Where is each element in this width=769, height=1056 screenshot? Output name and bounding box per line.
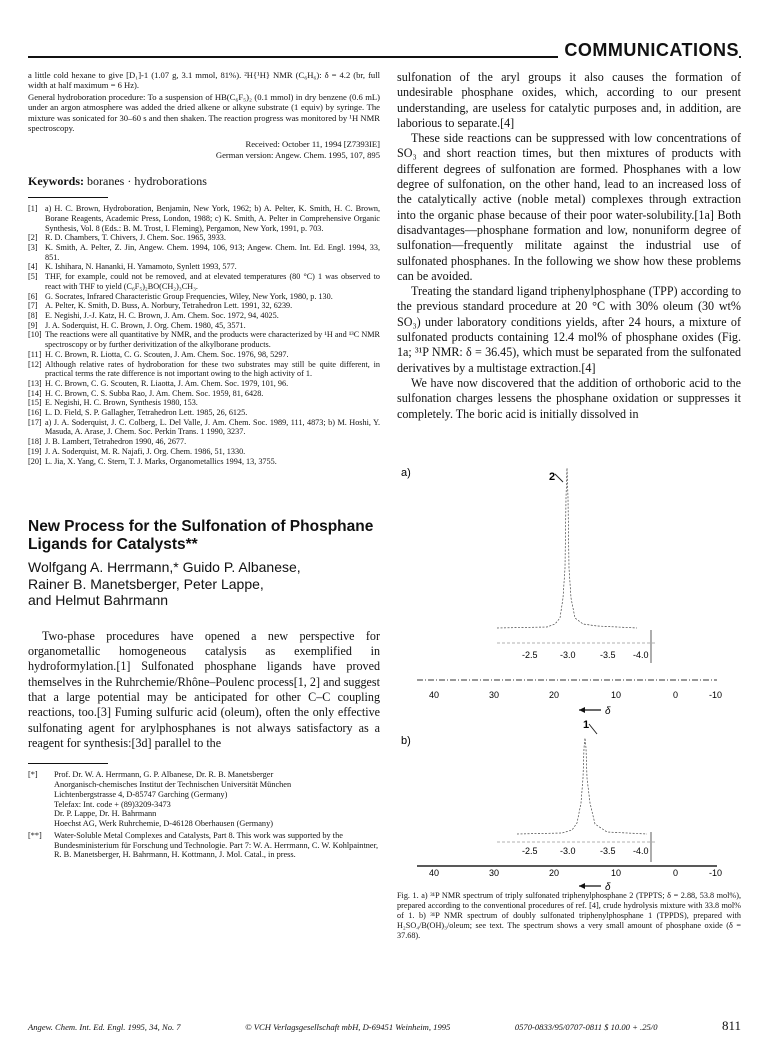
right-paragraph-1: sulfonation of the aryl groups it also causes the formation of undesirable phosphane oxides, which, according to our present understanding, are useless for catalytic purposes and, in addition, are laborious to separate.[4] — [397, 70, 741, 130]
left-column — [28, 70, 380, 860]
page-footer — [28, 1018, 741, 1034]
keywords-list: boranes · hydroborations — [87, 174, 207, 189]
reference-item — [28, 262, 380, 272]
panel-a-inset-tick: -2.5 — [522, 650, 538, 660]
right-paragraph-3: Treating the standard ligand triphenylphosphane (TPP) according to the previous standard procedure at 20 °C with 30% oleum (30 wt% SO₃) under laboratory conditions yields, after 24 hours, a mixture of sulfonated products containing 12.4 mol% of phosphane oxides (Fig. 1a; ³¹P NMR: δ = 36.45), which must be separated from the sulfonated derivatives by a multistage extraction.[4] — [397, 284, 741, 375]
footnote-line: Dr. P. Lappe, Dr. H. Bahrmann — [54, 809, 157, 819]
footnote-funding-text: Water-Soluble Metal Complexes and Catalysts, Part 8. This work was supported by the Bundesministerium für Forschung und Technologie. Part 7: W. A. Herrmann, C. W. Kohlpaintner, R. B. Manetsberger, H. Bahrmann, H. Kottmann, J. Mol. Catal., in press. — [54, 830, 379, 860]
reference-text: K. Ishihara, N. Hananki, H. Yamamoto, Synlett 1993, 577. — [45, 262, 237, 272]
authors-line-3: and Helmut Bahrmann — [28, 592, 169, 609]
reference-text: The reactions were all quantitative by NMR, and the products were characterized by ¹H and ¹³C NMR spectroscopy or by further derivitization of the alkylborane products. — [45, 330, 380, 350]
reference-text: E. Negishi, J.-J. Katz, H. C. Brown, J. Am. Chem. Soc. 1972, 94, 4025. — [45, 310, 279, 320]
reference-item — [28, 389, 380, 399]
axis-tick: 40 — [429, 690, 440, 700]
axis-tick: 0 — [673, 690, 679, 700]
panel-b-label: b) — [401, 735, 411, 747]
reference-item — [28, 292, 380, 302]
footnote-line: Telefax: Int. code + (89)3209-3473 — [54, 799, 171, 809]
panel-a-peak-arrow — [555, 474, 563, 482]
received-note — [28, 139, 380, 160]
reference-text: H. C. Brown, C. G. Scouten, R. Liaotta, J. Am. Chem. Soc. 1979, 101, 96. — [45, 378, 289, 388]
reference-item — [28, 330, 380, 349]
footer-journal: Angew. Chem. Int. Ed. Engl. 1995, 34, No. 7 — [28, 1022, 181, 1032]
reference-text: a) H. C. Brown, Hydroboration, Benjamin, New York, 1962; b) A. Pelter, K. Smith, H. C. Brown, Borane Reagents, Academic Press, London, 1988; c) K. Smith, A. Pelter in Comprehensive Organic Synthesis, Vol. 8 (Eds.: B. M. Trost, I. Fleming), Pergamon, New York, 1991, p. 703. — [45, 204, 380, 233]
keywords — [28, 174, 380, 189]
footnote-mark: [**] — [28, 830, 42, 840]
authors-line-2: Rainer B. Manetsberger, Peter Lappe, — [28, 575, 264, 592]
reference-text: H. C. Brown, C. S. Subba Rao, J. Am. Chem. Soc. 1959, 81, 6428. — [45, 388, 264, 398]
panel-b-peak-arrow — [589, 724, 597, 734]
panel-a-axis-ticks — [429, 690, 722, 700]
reference-item — [28, 447, 380, 457]
footnote-line: Lichtenbergstrasse 4, D-85747 Garching (Germany) — [54, 789, 228, 799]
axis-tick: 30 — [489, 868, 500, 878]
reference-item — [28, 301, 380, 311]
panel-b-axis — [397, 866, 741, 890]
reference-number: [3] — [28, 243, 38, 253]
reference-item — [28, 437, 380, 447]
footer-publisher: © VCH Verlagsgesellschaft mbH, D-69451 Weinheim, 1995 — [245, 1022, 451, 1032]
reference-number: [8] — [28, 310, 38, 320]
footnote-line: Hoechst AG, Werk Ruhrchemie, D-46128 Oberhausen (Germany) — [54, 819, 273, 829]
reference-number: [7] — [28, 301, 38, 311]
right-paragraph-2: These side reactions can be suppressed with low concentrations of SO₃ and short reaction times, but then mixtures of products with different degrees of sulfonation are formed. Phosphanes with a low degree of sulfonation, on the other hand, lead to an increased loss of the catalytically active (noble metal) complexes through extraction into the organic phase because of their poor water-solubility.[1a] Both disadvantages—phosphane formation and low, nonuniform degree of sulfonation—frequently militate against the industrial use of sulfonated phosphanes. In the following we show how these problems can be avoided. — [397, 131, 741, 283]
section-title: COMMUNICATIONS — [558, 40, 739, 61]
axis-tick: 20 — [549, 690, 560, 700]
reference-item — [28, 243, 380, 262]
reference-list — [28, 204, 380, 466]
reference-item — [28, 350, 380, 360]
reference-number: [12] — [28, 359, 42, 369]
axis-tick: -10 — [709, 868, 723, 878]
footnote-funding — [28, 831, 380, 860]
reference-number: [6] — [28, 291, 38, 301]
panel-b-inset-spectrum — [517, 738, 647, 834]
author-list — [28, 559, 380, 609]
reference-item — [28, 233, 380, 243]
experimental-paragraph-2: General hydroboration procedure: To a suspension of HB(C₆F₅)₂ (0.1 mmol) in dry benzene (0.6 mL) under an argon atmosphere was added the dried alkene or alkyne substrate (1 equiv) by syringe. The mixture was sonicated for 30–60 s and then shaken. The reaction progress was monitored by ¹H NMR spectroscopy. — [28, 91, 380, 134]
reference-item — [28, 457, 380, 467]
footnote-rule — [28, 763, 108, 764]
axis-tick: 0 — [673, 868, 679, 878]
reference-item — [28, 398, 380, 408]
panel-a-inset-tick: -4.0 — [633, 650, 649, 660]
german-version: German version: Angew. Chem. 1995, 107, 895 — [215, 149, 380, 160]
reference-text: A. Pelter, K. Smith, D. Buss, A. Norbury, Tetrahedron Lett. 1991, 32, 6239. — [45, 301, 293, 311]
reference-text: Although relative rates of hydroboration for these two substrates may still be quite different, in practical terms the rate difference is not important owing to the high activity of 1. — [45, 359, 380, 379]
panel-a-inset-tick: -3.0 — [560, 650, 576, 660]
reference-number: [15] — [28, 398, 42, 408]
reference-item — [28, 311, 380, 321]
experimental-text — [28, 70, 380, 133]
axis-tick: 10 — [611, 690, 622, 700]
axis-tick: -10 — [709, 690, 723, 700]
panel-b-inset-tick: -3.0 — [560, 846, 576, 856]
footnote-affiliations — [28, 770, 380, 829]
reference-number: [18] — [28, 437, 42, 447]
panel-b-axis-label: δ — [605, 882, 611, 890]
reference-number: [19] — [28, 446, 42, 456]
figure-caption: Fig. 1. a) ³¹P NMR spectrum of triply sulfonated triphenylphosphane 2 (TPPTS; δ = 2.88, 53.8 mol%), prepared according to the conventional procedures of ref. [4], crude hydrolysis mixture with 33.8 mol% of 1. b) ³¹P NMR spectrum of doubly sulfonated triphenylphosphane 1 (TPPDS), prepared with H₂SO₄/B(OH)₃/oleum; see text. The spectrum shows a very small amount of phosphane oxide (δ = 37.68). — [397, 891, 741, 940]
footnote-line: Anorganisch-chemisches Institut der Technischen Universität München — [54, 779, 292, 789]
article-title: New Process for the Sulfonation of Phosphane Ligands for Catalysts** — [28, 518, 374, 554]
reference-number: [4] — [28, 262, 38, 272]
reference-text: E. Negishi, H. C. Brown, Synthesis 1980, 153. — [45, 398, 198, 408]
reference-number: [2] — [28, 233, 38, 243]
authors-line-1: Wolfgang A. Herrmann,* Guido P. Albanese, — [28, 559, 301, 576]
reference-text: L. D. Field, S. P. Gallagher, Tetrahedron Lett. 1985, 26, 6125. — [45, 408, 248, 418]
reference-item — [28, 321, 380, 331]
panel-b-peak-label: 1 — [583, 719, 590, 731]
reference-item — [28, 204, 380, 233]
reference-number: [20] — [28, 456, 42, 466]
page-number: 811 — [721, 1018, 741, 1033]
reference-item — [28, 418, 380, 437]
panel-b-inset-tick: -3.5 — [600, 846, 616, 856]
reference-text: K. Smith, A. Pelter, Z. Jin, Angew. Chem. 1994, 106, 913; Angew. Chem. Int. Ed. Engl. 1994, 33, 851. — [45, 243, 380, 262]
intro-paragraph: Two-phase procedures have opened a new perspective for organometallic homogeneous catalysis as exemplified in hydroformylation.[1] Sulfonated phosphane ligands have proved themselves in the Ruhrchemie/Rhône–Poulenc process[1, 2] and suggest that a large potential may be anticipated for other C–C coupling reactions, too.[3] Fuming sulfuric acid (oleum), often the only effective sulfonating agent for arylphosphanes is not always satisfactory as a reagent for synthesis:[3d] parallel to the — [28, 628, 380, 750]
reference-number: [13] — [28, 378, 42, 388]
panel-a-axis-label: δ — [605, 706, 611, 717]
footnote-line: Prof. Dr. W. A. Herrmann, G. P. Albanese, Dr. R. B. Manetsberger — [54, 770, 274, 780]
panel-a-arrowhead — [579, 707, 585, 713]
axis-tick: 10 — [611, 868, 622, 878]
panel-b-inset-tick: -2.5 — [522, 846, 538, 856]
reference-text: J. B. Lambert, Tetrahedron 1990, 46, 2677. — [45, 437, 187, 447]
reference-number: [11] — [28, 349, 42, 359]
footer-issn: 0570-0833/95/0707-0811 $ 10.00 + .25/0 — [514, 1022, 658, 1032]
experimental-paragraph-1: a little cold hexane to give [D₁]-1 (1.07 g, 3.1 mmol, 81%). ²H{¹H} NMR (C₆H₆): δ = 4.2 (br, full width at half maximum = 6 Hz). — [28, 70, 380, 91]
panel-b-inset-tick: -4.0 — [633, 846, 649, 856]
reference-item — [28, 379, 380, 389]
panel-b-arrowhead — [579, 883, 585, 889]
panel-a-label: a) — [401, 467, 411, 479]
reference-text: R. D. Chambers, T. Chivers, J. Chem. Soc. 1965, 3933. — [45, 233, 226, 243]
reference-text: J. A. Soderquist, M. R. Najafi, J. Org. Chem. 1986, 51, 1330. — [45, 446, 246, 456]
panel-a-inset-spectrum — [497, 468, 637, 628]
axis-tick: 20 — [549, 868, 560, 878]
right-column — [397, 70, 741, 422]
right-paragraph-4: We have now discovered that the addition of orthoboric acid to the sulfonation charges lessens the phosphane oxidation or suppresses it completely. The boric acid is initially dissolved in — [397, 375, 741, 421]
panel-a-inset-tick: -3.5 — [600, 650, 616, 660]
article-intro — [28, 629, 380, 751]
reference-number: [1] — [28, 204, 38, 214]
reference-text: H. C. Brown, R. Liotta, C. G. Scouten, J. Am. Chem. Soc. 1976, 98, 5297. — [45, 349, 289, 359]
reference-number: [14] — [28, 388, 42, 398]
references-rule — [28, 197, 108, 198]
nmr-figure — [397, 458, 741, 870]
reference-item — [28, 272, 380, 291]
reference-number: [16] — [28, 408, 42, 418]
nmr-spectra-svg — [397, 458, 741, 870]
reference-item — [28, 360, 380, 379]
reference-text: G. Socrates, Infrared Characteristic Group Frequencies, Wiley, New York, 1980, p. 130. — [45, 291, 333, 301]
reference-text: L. Jia, X. Yang, C. Stern, T. J. Marks, Organometallics 1994, 13, 3755. — [45, 456, 277, 466]
footnote-affiliations-text — [54, 770, 380, 829]
axis-tick: 30 — [489, 690, 500, 700]
reference-number: [5] — [28, 272, 38, 282]
panel-a-peak-label: 2 — [549, 471, 556, 483]
reference-number: [10] — [28, 330, 42, 340]
footnotes — [28, 770, 380, 860]
reference-item — [28, 408, 380, 418]
received-date: Received: October 11, 1994 [Z7393IE] — [245, 139, 380, 150]
axis-tick: 40 — [429, 868, 440, 878]
reference-text: J. A. Soderquist, H. C. Brown, J. Org. Chem. 1980, 45, 3571. — [45, 320, 246, 330]
footnote-mark: [*] — [28, 770, 38, 780]
reference-number: [17] — [28, 417, 42, 427]
keywords-label: Keywords: — [28, 174, 84, 189]
reference-text: THF, for example, could not be removed, and at elevated temperatures (80 °C) 1 was observed to react with THF to yield (C₆F₅)₂BO(CH₂)₃CH₃. — [45, 272, 380, 291]
panel-b-axis-svg — [397, 866, 741, 890]
reference-text: a) J. A. Soderquist, J. C. Colberg, L. Del Valle, J. Am. Chem. Soc. 1989, 111, 4873; b) M. Hoshi, Y. Masuda, A. Arase, J. Chem. Soc. Perkin Trans. 1 1990, 3237. — [45, 417, 380, 437]
reference-number: [9] — [28, 320, 38, 330]
